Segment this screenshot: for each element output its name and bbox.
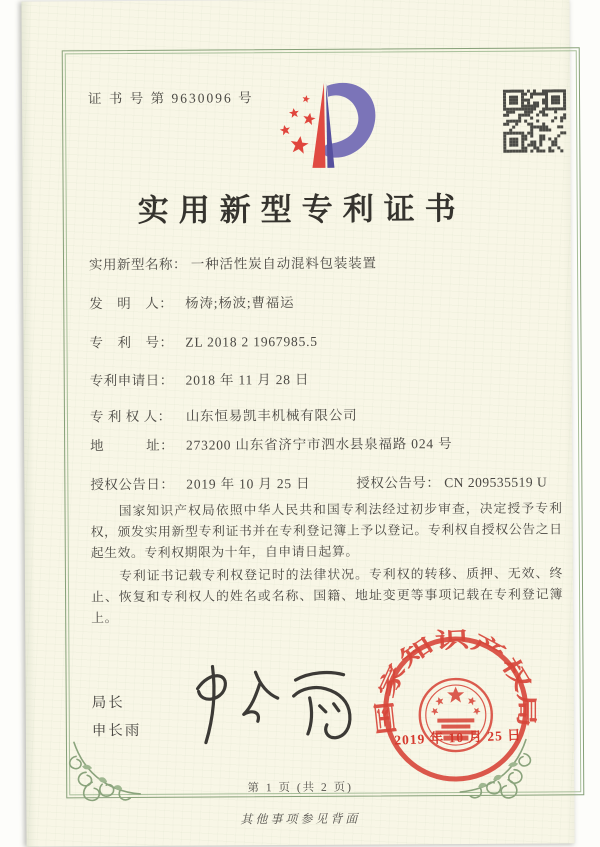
field-row-patentee [90,404,358,426]
field-label: 发 明 人： [89,295,174,312]
signer-block [92,689,142,745]
signer-title: 局长 [91,695,125,712]
certificate-body-text [90,498,563,631]
field-label: 地 址： [90,437,175,454]
certificate-number: 证 书 号 第 9630096 号 [87,90,254,107]
field-value: 山东恒易凯丰机械有限公司 [185,407,358,424]
qr-code [503,89,566,152]
field-label: 授权公告号： [356,475,441,491]
field-value: 2019 年 10 月 25 日 [186,475,311,492]
commissioner-signature [167,658,368,759]
field-value: 一种活性炭自动混料包装装置 [190,255,377,272]
paragraph-register-statement: 专利证书记载专利权登记时的法律状况。专利权的转移、质押、无效、终止、恢复和专利权人的姓名或名称、国籍、地址变更等事项记载在专利登记簿上。 [91,566,564,626]
field-row-inventors [89,291,294,312]
field-row-filing-date [90,368,310,389]
field-value: 杨涛;杨波;曹福运 [185,295,295,311]
official-seal [371,623,540,792]
seal-text: 国家知识产权局 [372,627,539,737]
field-row-grant-date [90,472,310,493]
field-label: 专 利 权 人： [89,408,172,425]
field-row-patent-number [89,330,317,351]
field-row-grant-number [356,470,547,491]
back-side-note: 其他事项参见背面 [240,811,361,827]
field-row-address [90,432,452,454]
field-label: 实用新型名称： [88,256,188,273]
signer-name: 申长雨 [91,722,142,740]
field-value: ZL 2018 2 1967985.5 [185,333,318,350]
field-label: 专利申请日： [89,372,174,389]
paragraph-grant-statement: 国家知识产权局依照中华人民共和国专利法经过初步审查，决定授予专利权，颁发实用新型专利证书并在专利登记簿上予以登记。专利权自授权公告之日起生效。专利权期限为十年，自申请日起算。 [90,501,563,561]
field-value: CN 209535519 U [444,474,548,491]
page-number: 第 1 页 (共 2 页) [247,781,354,795]
certificate-paper [21,0,574,847]
field-value: 273200 山东省济宁市泗水县泉福路 024 号 [185,436,453,453]
field-label: 专 利 号： [89,334,174,351]
field-row-utility-name [89,252,377,274]
cnipa-logo-icon [254,69,395,182]
field-value: 2018 年 11 月 28 日 [185,371,310,388]
seal-date: 2019 年 10 月 25 日 [394,727,522,748]
field-label: 授权公告日： [90,476,175,493]
certificate-title: 实用新型专利证书 [137,190,466,228]
